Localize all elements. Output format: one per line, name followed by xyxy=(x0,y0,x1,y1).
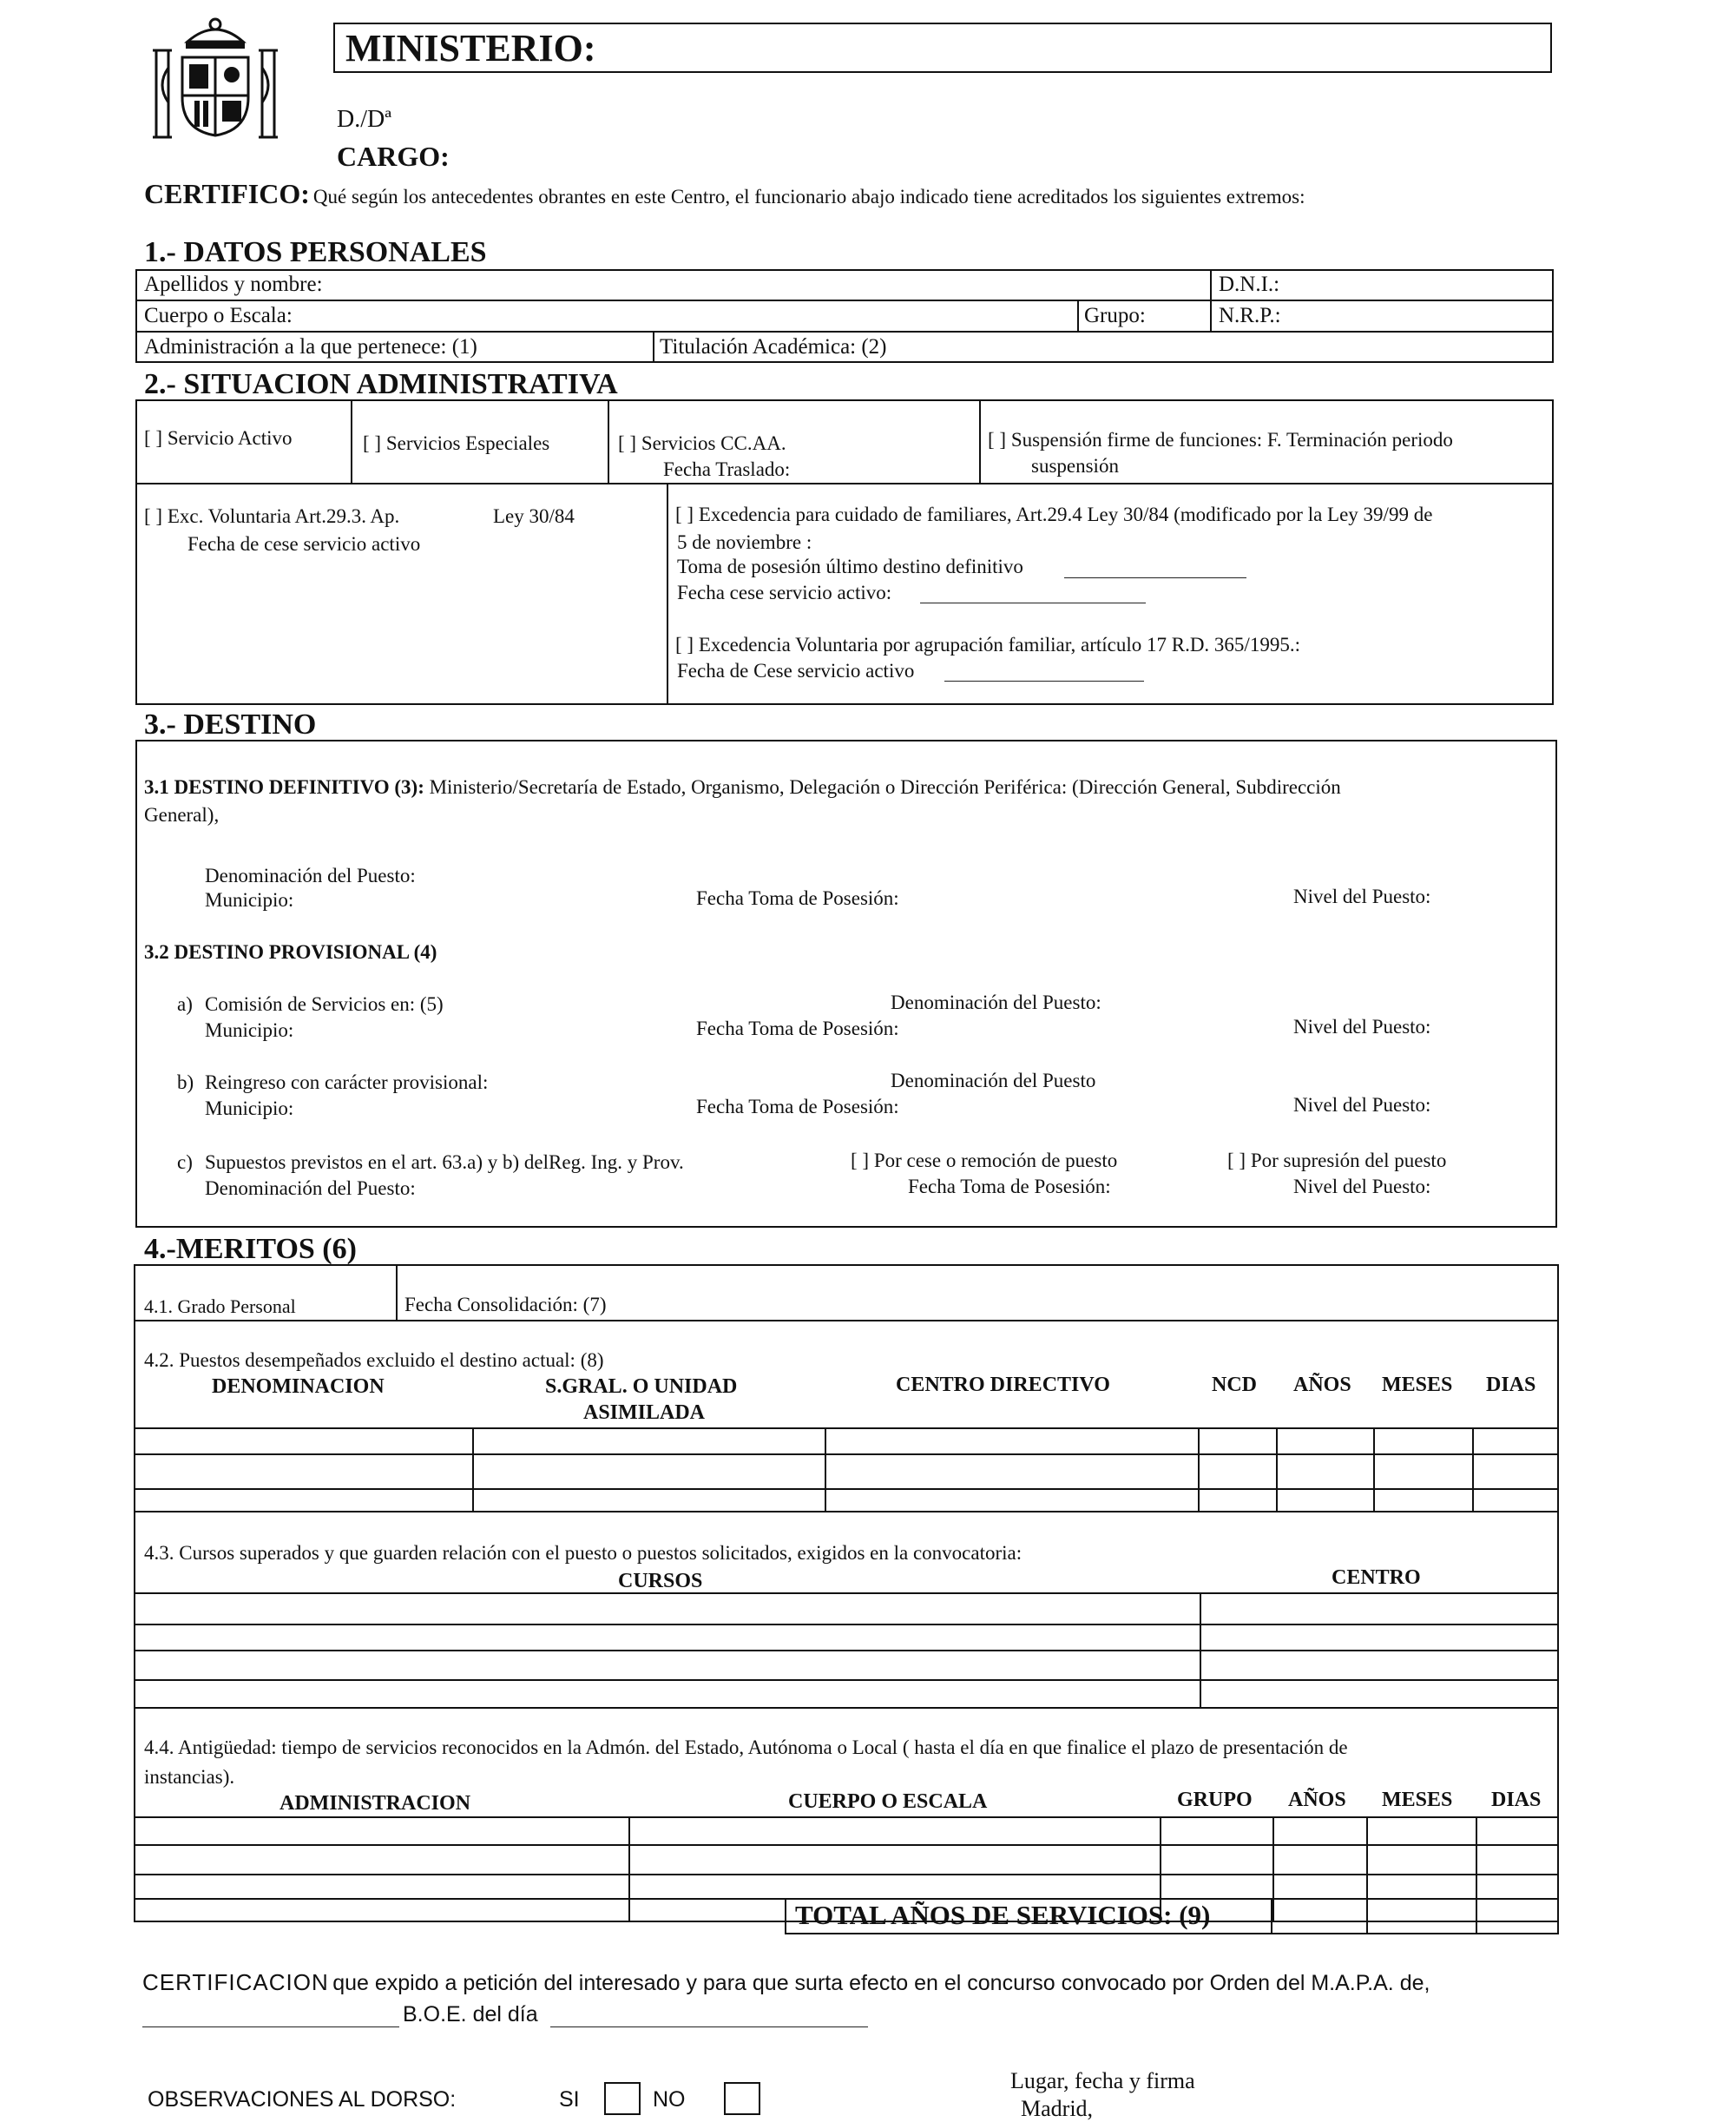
divider xyxy=(135,331,1554,333)
divider xyxy=(135,483,1554,484)
col-denominacion: DENOMINACION xyxy=(212,1375,385,1398)
excedencia-familiares-option[interactable]: [ ] Excedencia para cuidado de familiares, Art.29.4 Ley 30/84 (modificado por la Ley 39/99 de xyxy=(675,504,1433,525)
b-nivel-label: Nivel del Puesto: xyxy=(1293,1094,1431,1116)
col-meses: MESES xyxy=(1382,1374,1453,1396)
administracion-label: Administración a la que pertenece: (1) xyxy=(144,335,477,359)
destino-definitivo-label: 3.1 DESTINO DEFINITIVO (3): xyxy=(144,776,424,798)
a-municipio-label: Municipio: xyxy=(205,1019,294,1041)
col-anos-antig: AÑOS xyxy=(1288,1789,1346,1811)
c-denominacion-label: Denominación del Puesto: xyxy=(205,1177,416,1199)
no-label: NO xyxy=(653,2087,686,2112)
excedencia-familiares-cont: 5 de noviembre : xyxy=(677,531,812,553)
boe-date-line[interactable] xyxy=(550,2026,868,2027)
divider xyxy=(351,399,352,483)
divider xyxy=(653,331,654,363)
divider xyxy=(667,483,668,705)
por-cese-option[interactable]: [ ] Por cese o remoción de puesto xyxy=(851,1150,1118,1171)
col-sgral: S.GRAL. O UNIDAD xyxy=(545,1375,738,1398)
divider xyxy=(1198,1427,1200,1511)
fecha-traslado-label: Fecha Traslado: xyxy=(663,458,791,480)
d31-fecha-toma-label: Fecha Toma de Posesión: xyxy=(696,887,899,909)
table-row xyxy=(134,1488,1559,1490)
fecha-cese-label: Fecha cese servicio activo: xyxy=(677,582,892,603)
section-1-title: 1.- DATOS PERSONALES xyxy=(144,236,487,268)
divider xyxy=(1200,1592,1201,1707)
divider xyxy=(825,1427,826,1511)
b-label: b) xyxy=(177,1071,194,1093)
agrupacion-familiar-option[interactable]: [ ] Excedencia Voluntaria por agrupación familiar, artículo 17 R.D. 365/1995.: xyxy=(675,634,1300,656)
d31-nivel-label: Nivel del Puesto: xyxy=(1293,886,1431,907)
c-label: c) xyxy=(177,1151,193,1173)
observaciones-label: OBSERVACIONES AL DORSO: xyxy=(148,2087,457,2112)
a-denominacion-label: Denominación del Puesto: xyxy=(891,992,1101,1013)
destino-definitivo-line xyxy=(144,776,1341,799)
col-dias-antig: DIAS xyxy=(1491,1789,1542,1811)
col-grupo: GRUPO xyxy=(1177,1789,1253,1811)
table-row xyxy=(134,1650,1559,1651)
grado-personal-label: 4.1. Grado Personal xyxy=(144,1295,296,1317)
madrid-label: Madrid, xyxy=(1021,2096,1094,2121)
comision-servicios-label: Comisión de Servicios en: (5) xyxy=(205,993,444,1015)
section-2-title: 2.- SITUACION ADMINISTRATIVA xyxy=(144,368,618,400)
ministerio-label: MINISTERIO: xyxy=(345,27,596,69)
c-fecha-toma-label: Fecha Toma de Posesión: xyxy=(908,1176,1111,1197)
exc-voluntaria-fecha: Fecha de cese servicio activo xyxy=(187,533,421,555)
d31-denominacion-label: Denominación del Puesto: xyxy=(205,865,416,886)
col-centro: CENTRO xyxy=(1332,1566,1421,1589)
cursos-intro: 4.3. Cursos superados y que guarden relación con el puesto o puestos solicitados, exigidos en la convocatoria: xyxy=(144,1542,1023,1564)
servicios-especiales-option[interactable]: [ ] Servicios Especiales xyxy=(363,432,550,454)
toma-posesion-line[interactable] xyxy=(1064,577,1246,578)
no-checkbox[interactable] xyxy=(724,2082,760,2115)
destino-definitivo-text-cont: General), xyxy=(144,804,220,826)
antiguedad-intro-cont: instancias). xyxy=(144,1766,235,1788)
fecha-consolidacion-label: Fecha Consolidación: (7) xyxy=(404,1294,607,1315)
por-supresion-option[interactable]: [ ] Por supresión del puesto xyxy=(1227,1150,1447,1171)
divider xyxy=(134,1320,1559,1321)
d31-municipio-label: Municipio: xyxy=(205,889,294,911)
table-row xyxy=(134,1624,1559,1625)
agrupacion-fecha-label: Fecha de Cese servicio activo xyxy=(677,660,915,682)
si-label: SI xyxy=(559,2087,580,2112)
servicios-ccaa-option[interactable]: [ ] Servicios CC.AA. xyxy=(618,432,786,454)
divider xyxy=(1472,1427,1474,1511)
grupo-label: Grupo: xyxy=(1084,304,1146,327)
certificacion-text: que expido a petición del interesado y para que surta efecto en el concurso convocado por Orden del M.A.P.A. de, xyxy=(332,1971,1430,1995)
divider xyxy=(1077,300,1079,332)
divider xyxy=(135,300,1554,301)
table-row xyxy=(134,1874,1559,1875)
titulacion-label: Titulación Académica: (2) xyxy=(660,335,887,359)
certificacion-line xyxy=(142,1969,1430,1996)
certifico-text: Qué según los antecedentes obrantes en este Centro, el funcionario abajo indicado tiene acreditados los siguientes extremos: xyxy=(312,186,1305,208)
a-fecha-toma-label: Fecha Toma de Posesión: xyxy=(696,1018,899,1039)
table-row xyxy=(134,1453,1559,1455)
col-dias: DIAS xyxy=(1486,1374,1536,1396)
divider xyxy=(472,1427,474,1511)
c-nivel-label: Nivel del Puesto: xyxy=(1293,1176,1431,1197)
table-row xyxy=(134,1844,1559,1846)
apellidos-label: Apellidos y nombre: xyxy=(144,273,323,296)
dd-label: D./Dª xyxy=(337,106,391,133)
table-row xyxy=(134,1816,1559,1818)
suspension-option-cont: suspensión xyxy=(1031,455,1119,477)
col-cursos: CURSOS xyxy=(618,1570,703,1592)
destino-definitivo-text: Ministerio/Secretaría de Estado, Organismo, Delegación o Dirección Periférica: (Dirección General, Subdirección xyxy=(429,776,1341,798)
nrp-label: N.R.P.: xyxy=(1219,304,1281,327)
boe-label: B.O.E. del día xyxy=(403,2002,538,2026)
b-denominacion-label: Denominación del Puesto xyxy=(891,1070,1096,1091)
b-municipio-label: Municipio: xyxy=(205,1097,294,1119)
reingreso-label: Reingreso con carácter provisional: xyxy=(205,1071,489,1093)
total-values-box xyxy=(1271,1898,1559,1934)
col-centro-directivo: CENTRO DIRECTIVO xyxy=(896,1374,1110,1396)
puestos-intro: 4.2. Puestos desempeñados excluido el destino actual: (8) xyxy=(144,1349,604,1371)
exc-voluntaria-ley: Ley 30/84 xyxy=(493,505,575,527)
table-row xyxy=(134,1592,1559,1594)
table-row xyxy=(134,1511,1559,1512)
col-anos: AÑOS xyxy=(1293,1374,1351,1396)
toma-posesion-label: Toma de posesión último destino definitivo xyxy=(677,556,1023,577)
section-3-title: 3.- DESTINO xyxy=(144,708,317,741)
agrupacion-fecha-line[interactable] xyxy=(944,681,1144,682)
divider xyxy=(628,1816,630,1922)
cargo-label: CARGO: xyxy=(337,141,450,172)
col-meses-antig: MESES xyxy=(1382,1789,1453,1811)
b-fecha-toma-label: Fecha Toma de Posesión: xyxy=(696,1096,899,1117)
divider xyxy=(608,399,609,483)
lugar-fecha-firma-label: Lugar, fecha y firma xyxy=(1010,2068,1195,2093)
orden-date-line[interactable] xyxy=(142,2026,399,2027)
divider xyxy=(1276,1427,1278,1511)
divider xyxy=(1210,269,1212,332)
total-anos-label: TOTAL AÑOS DE SERVICIOS: (9) xyxy=(795,1900,1211,1930)
a-nivel-label: Nivel del Puesto: xyxy=(1293,1016,1431,1038)
cuerpo-label: Cuerpo o Escala: xyxy=(144,304,293,327)
divider xyxy=(979,399,981,483)
divider xyxy=(1476,1898,1477,1934)
coat-of-arms-icon xyxy=(146,16,285,146)
certifico-label: CERTIFICO: xyxy=(144,178,310,209)
table-row xyxy=(134,1707,1559,1709)
col-administracion: ADMINISTRACION xyxy=(279,1792,471,1815)
certificacion-label: CERTIFICACION xyxy=(142,1969,329,1995)
divider xyxy=(396,1264,398,1320)
divider xyxy=(1366,1898,1368,1934)
certifico-line xyxy=(144,178,1305,210)
a-label: a) xyxy=(177,993,193,1015)
antiguedad-intro: 4.4. Antigüedad: tiempo de servicios reconocidos en la Admón. del Estado, Autónoma o Local ( hasta el día en que finalice el plazo de presentación de xyxy=(144,1736,1348,1758)
servicio-activo-option[interactable]: [ ] Servicio Activo xyxy=(144,427,293,449)
exc-voluntaria-option[interactable]: [ ] Exc. Voluntaria Art.29.3. Ap. xyxy=(144,505,400,527)
destino-provisional-label: 3.2 DESTINO PROVISIONAL (4) xyxy=(144,941,437,963)
suspension-option[interactable]: [ ] Suspensión firme de funciones: F. Terminación periodo xyxy=(988,429,1453,451)
dni-label: D.N.I.: xyxy=(1219,273,1280,296)
col-ncd: NCD xyxy=(1212,1374,1257,1396)
table-row xyxy=(134,1679,1559,1681)
col-cuerpo-escala: CUERPO O ESCALA xyxy=(788,1790,988,1813)
si-checkbox[interactable] xyxy=(604,2082,641,2115)
supuestos-label: Supuestos previstos en el art. 63.a) y b) delReg. Ing. y Prov. xyxy=(205,1151,684,1173)
col-asimilada: ASIMILADA xyxy=(583,1401,706,1424)
divider xyxy=(1373,1427,1375,1511)
table-row xyxy=(134,1427,1559,1429)
section-4-title: 4.-MERITOS (6) xyxy=(144,1233,357,1265)
